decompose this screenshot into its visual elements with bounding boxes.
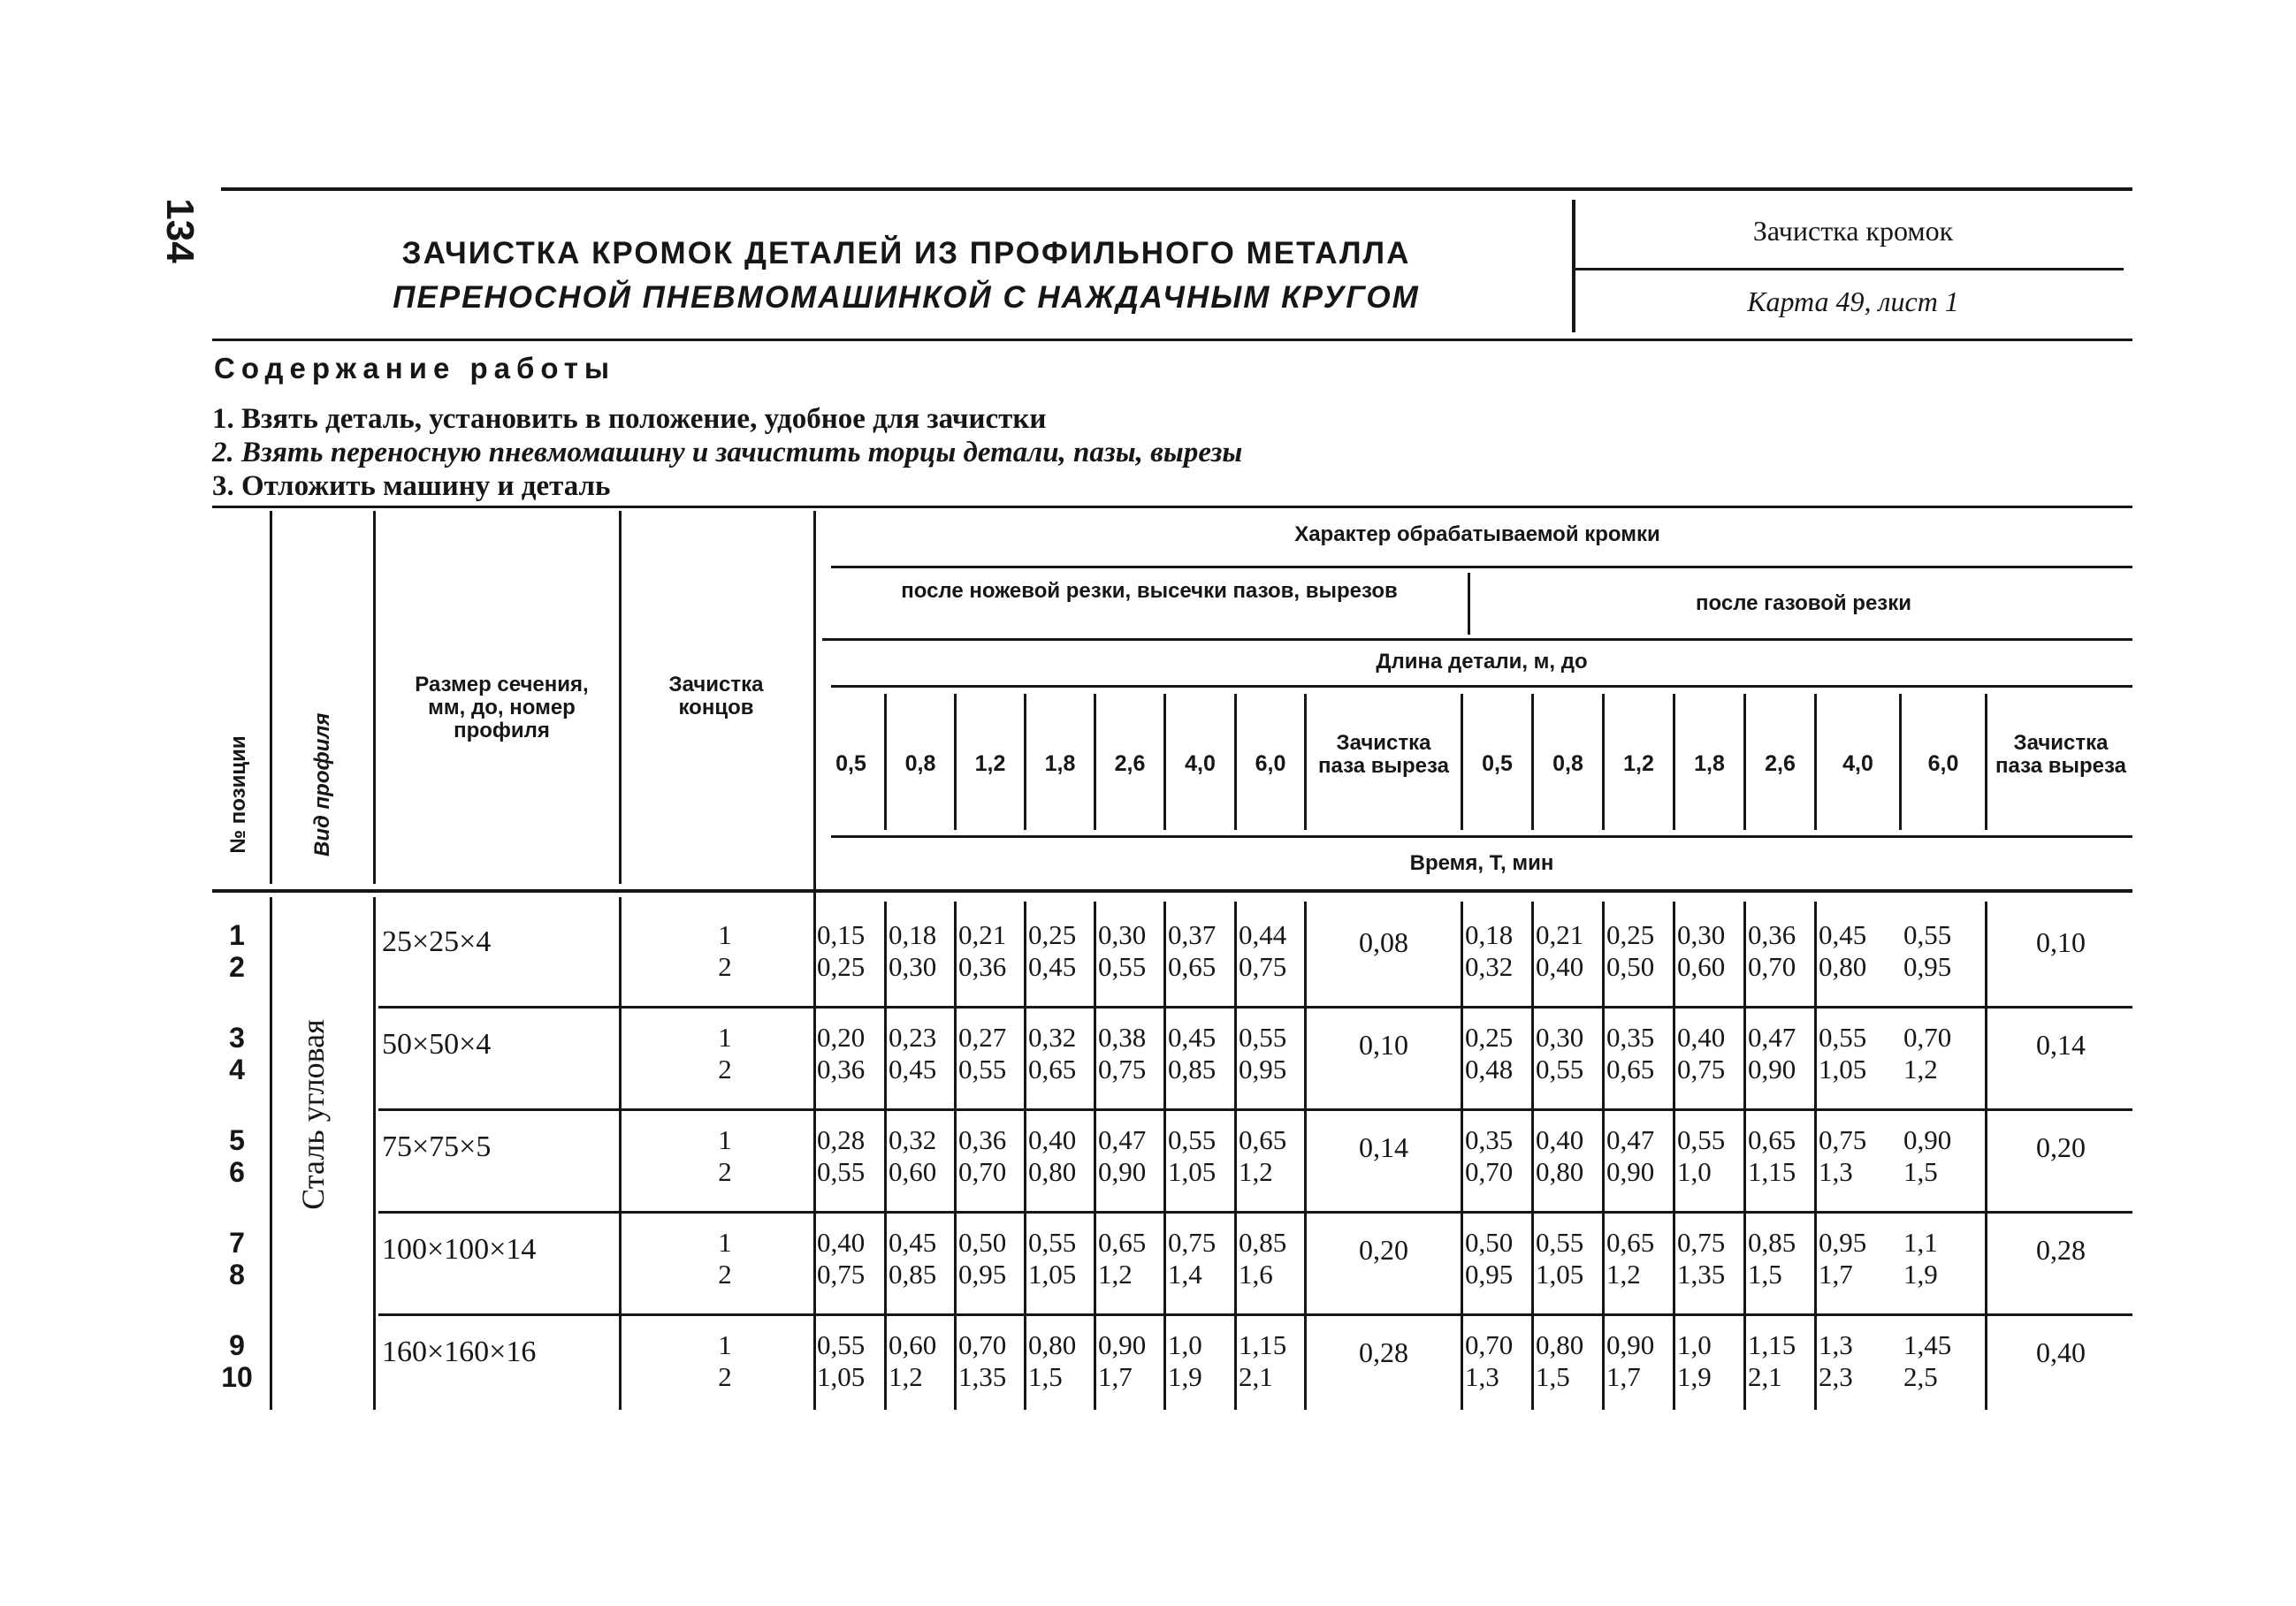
gas-slot-time: 0,14: [2036, 1029, 2086, 1061]
knife-time-value: 0,40: [1028, 1124, 1077, 1155]
section-size: 100×100×14: [382, 1233, 537, 1266]
knife-time-value: 0,36: [958, 951, 1007, 982]
length-col-knife: 1,8: [1044, 751, 1076, 776]
top-rule: [221, 187, 2132, 191]
col-divider: [270, 897, 272, 1410]
title-box-divider: [1572, 200, 1575, 332]
gas-time-value: 0,95: [1819, 1227, 1867, 1258]
gas-time-value: 0,65: [1606, 1227, 1655, 1258]
length-header: Длина детали, м, до: [1376, 650, 1588, 674]
knife-time-value: 0,85: [1168, 1054, 1217, 1085]
knife-time-value: 0,75: [1239, 951, 1287, 982]
knife-slot-time: 0,28: [1359, 1336, 1408, 1368]
gas-time-value: 0,65: [1606, 1054, 1655, 1085]
ends-count: 2: [718, 1054, 732, 1085]
col-divider: [619, 897, 622, 1410]
knife-time-value: 0,55: [817, 1329, 866, 1360]
knife-time-value: 0,28: [817, 1124, 866, 1155]
knife-slot-time: 0,08: [1359, 926, 1408, 958]
subcol-divider: [1985, 694, 1987, 830]
gas-time-value: 1,0: [1677, 1156, 1712, 1187]
time-header: Время, Т, мин: [1409, 851, 1554, 875]
position-number: 2: [229, 951, 245, 983]
group-header-knife: после ножевой резки, высечки пазов, вырезов: [901, 579, 1398, 603]
gas-time-value: 0,70: [1465, 1329, 1514, 1360]
row-rule: [378, 1211, 2132, 1214]
knife-time-value: 0,47: [1098, 1124, 1147, 1155]
card-label: Карта 49, лист 1: [1747, 285, 1959, 317]
title-line-2: ПЕРЕНОСНОЙ ПНЕВМОМАШИНКОЙ С НАЖДАЧНЫМ КРУГОМ: [393, 280, 1420, 315]
knife-time-value: 0,70: [958, 1156, 1007, 1187]
col-divider: [373, 897, 376, 1410]
gas-time-value: 0,25: [1606, 919, 1655, 950]
header-rule: [831, 685, 2132, 688]
ends-count: 2: [718, 951, 732, 982]
page-number: 134: [158, 198, 202, 263]
knife-time-value: 1,05: [817, 1361, 866, 1392]
profile-name: Сталь угловая: [295, 1019, 331, 1210]
knife-time-value: 0,70: [958, 1329, 1007, 1360]
gas-time-value: 0,70: [1903, 1022, 1952, 1053]
gas-time-value: 2,5: [1903, 1361, 1938, 1392]
knife-time-value: 0,55: [817, 1156, 866, 1187]
table-top-rule: [212, 506, 2132, 508]
length-col-gas: 6,0: [1927, 751, 1959, 776]
gas-time-value: 0,30: [1677, 919, 1726, 950]
knife-time-value: 0,21: [958, 919, 1007, 950]
length-col-gas: 1,2: [1623, 751, 1654, 776]
position-number: 1: [229, 919, 245, 951]
knife-time-value: 0,65: [1239, 1124, 1287, 1155]
gas-time-value: 1,3: [1819, 1329, 1853, 1360]
col-header-ends: Зачистка концов: [668, 673, 764, 719]
knife-time-value: 1,5: [1028, 1361, 1063, 1392]
knife-time-value: 0,90: [1098, 1329, 1147, 1360]
gas-time-value: 0,45: [1819, 919, 1867, 950]
knife-time-value: 0,75: [817, 1259, 866, 1290]
knife-time-value: 0,60: [889, 1156, 937, 1187]
col-divider: [373, 511, 376, 884]
body-divider: [1461, 902, 1463, 1410]
ends-count: 1: [718, 1329, 732, 1360]
knife-slot-time: 0,14: [1359, 1131, 1408, 1163]
gas-time-value: 1,1: [1903, 1227, 1938, 1258]
knife-time-value: 0,50: [958, 1227, 1007, 1258]
title-bottom-rule: [212, 339, 2132, 341]
gas-time-value: 0,32: [1465, 951, 1514, 982]
gas-time-value: 0,90: [1903, 1124, 1952, 1155]
gas-time-value: 2,3: [1819, 1361, 1853, 1392]
gas-time-value: 1,5: [1903, 1156, 1938, 1187]
header-rule: [822, 638, 2132, 641]
knife-time-value: 2,1: [1239, 1361, 1273, 1392]
length-col-gas: 0,8: [1552, 751, 1583, 776]
col-header-position: № позиции: [226, 735, 250, 854]
gas-time-value: 0,85: [1748, 1227, 1796, 1258]
section-size: 50×50×4: [382, 1028, 492, 1061]
gas-time-value: 0,65: [1748, 1124, 1796, 1155]
gas-time-value: 0,35: [1606, 1022, 1655, 1053]
knife-time-value: 1,05: [1028, 1259, 1077, 1290]
knife-time-value: 0,25: [817, 951, 866, 982]
gas-time-value: 0,25: [1465, 1022, 1514, 1053]
gas-slot-time: 0,40: [2036, 1336, 2086, 1368]
gas-time-value: 0,80: [1819, 951, 1867, 982]
ends-count: 2: [718, 1361, 732, 1392]
length-col-knife: 6,0: [1255, 751, 1286, 776]
knife-time-value: 0,95: [1239, 1054, 1287, 1085]
position-number: 5: [229, 1124, 245, 1156]
gas-time-value: 0,18: [1465, 919, 1514, 950]
knife-time-value: 0,55: [1239, 1022, 1287, 1053]
knife-time-value: 0,55: [1028, 1227, 1077, 1258]
knife-time-value: 0,95: [958, 1259, 1007, 1290]
knife-time-value: 0,85: [1239, 1227, 1287, 1258]
knife-time-value: 1,9: [1168, 1361, 1202, 1392]
gas-time-value: 0,90: [1606, 1156, 1655, 1187]
knife-time-value: 0,40: [817, 1227, 866, 1258]
gas-time-value: 0,70: [1748, 951, 1796, 982]
col-divider: [619, 511, 622, 884]
knife-time-value: 1,2: [1098, 1259, 1133, 1290]
gas-time-value: 0,80: [1536, 1156, 1584, 1187]
ends-count: 1: [718, 1022, 732, 1053]
gas-time-value: 0,21: [1536, 919, 1584, 950]
gas-time-value: 0,60: [1677, 951, 1726, 982]
section-size: 25×25×4: [382, 925, 492, 958]
length-col-gas: 1,8: [1694, 751, 1725, 776]
gas-time-value: 0,40: [1677, 1022, 1726, 1053]
gas-time-value: 1,9: [1903, 1259, 1938, 1290]
knife-time-value: 1,0: [1168, 1329, 1202, 1360]
knife-time-value: 0,27: [958, 1022, 1007, 1053]
col-header-profile: Вид профиля: [310, 712, 334, 856]
gas-time-value: 0,40: [1536, 951, 1584, 982]
position-number: 3: [229, 1022, 245, 1054]
knife-time-value: 0,80: [1028, 1156, 1077, 1187]
position-number: 8: [229, 1259, 245, 1290]
gas-time-value: 1,35: [1677, 1259, 1726, 1290]
gas-time-value: 0,50: [1465, 1227, 1514, 1258]
gas-time-value: 1,15: [1748, 1156, 1796, 1187]
ends-count: 2: [718, 1259, 732, 1290]
knife-time-value: 0,25: [1028, 919, 1077, 950]
work-steps: [212, 402, 1242, 503]
gas-time-value: 1,7: [1606, 1361, 1641, 1392]
knife-time-value: 0,15: [817, 919, 866, 950]
gas-time-value: 0,90: [1606, 1329, 1655, 1360]
knife-time-value: 0,32: [1028, 1022, 1077, 1053]
section-size: 75×75×5: [382, 1130, 492, 1163]
gas-time-value: 1,05: [1536, 1259, 1584, 1290]
gas-time-value: 1,5: [1536, 1361, 1570, 1392]
knife-time-value: 0,60: [889, 1329, 937, 1360]
gas-time-value: 0,48: [1465, 1054, 1514, 1085]
knife-time-value: 1,4: [1168, 1259, 1202, 1290]
row-rule: [378, 1313, 2132, 1316]
gas-time-value: 0,47: [1748, 1022, 1796, 1053]
gas-slot-time: 0,20: [2036, 1131, 2086, 1163]
knife-time-value: 0,45: [889, 1227, 937, 1258]
gas-time-value: 1,5: [1748, 1259, 1782, 1290]
title-line-1: ЗАЧИСТКА КРОМОК ДЕТАЛЕЙ ИЗ ПРОФИЛЬНОГО МЕТАЛЛА: [401, 236, 1411, 270]
knife-time-value: 0,55: [958, 1054, 1007, 1085]
gas-time-value: 0,55: [1677, 1124, 1726, 1155]
knife-time-value: 0,65: [1028, 1054, 1077, 1085]
knife-time-value: 0,45: [889, 1054, 937, 1085]
row-rule: [378, 1108, 2132, 1111]
knife-time-value: 0,23: [889, 1022, 937, 1053]
knife-time-value: 0,85: [889, 1259, 937, 1290]
gas-time-value: 0,75: [1819, 1124, 1867, 1155]
gas-time-value: 1,2: [1903, 1054, 1938, 1085]
gas-slot-time: 0,28: [2036, 1234, 2086, 1266]
gas-time-value: 0,80: [1536, 1329, 1584, 1360]
gas-time-value: 1,3: [1819, 1156, 1853, 1187]
col-header-size: Размер сечения, мм, до, номер профиля: [415, 673, 589, 742]
slot-header-gas: Зачистка паза выреза: [1995, 731, 2126, 778]
col-divider: [270, 511, 272, 884]
gas-slot-time: 0,10: [2036, 926, 2086, 958]
gas-time-value: 0,50: [1606, 951, 1655, 982]
length-col-knife: 1,2: [974, 751, 1006, 776]
gas-time-value: 1,0: [1677, 1329, 1712, 1360]
work-step: 3. Отложить машину и деталь: [212, 470, 611, 502]
knife-time-value: 0,32: [889, 1124, 937, 1155]
header-rule: [831, 566, 2132, 568]
knife-time-value: 0,75: [1098, 1054, 1147, 1085]
knife-time-value: 1,05: [1168, 1156, 1217, 1187]
ends-count: 2: [718, 1156, 732, 1187]
title-box-rule: [1575, 268, 2124, 270]
group-header-gas: после газовой резки: [1696, 591, 1911, 615]
gas-time-value: 0,55: [1536, 1227, 1584, 1258]
knife-time-value: 0,20: [817, 1022, 866, 1053]
knife-time-value: 0,55: [1168, 1124, 1217, 1155]
knife-time-value: 0,36: [958, 1124, 1007, 1155]
gas-time-value: 1,05: [1819, 1054, 1867, 1085]
knife-time-value: 0,45: [1168, 1022, 1217, 1053]
ends-count: 1: [718, 1227, 732, 1258]
header-rule: [831, 835, 2132, 838]
gas-time-value: 0,55: [1903, 919, 1952, 950]
gas-time-value: 0,47: [1606, 1124, 1655, 1155]
document-title: [265, 232, 1547, 320]
knife-time-value: 0,75: [1168, 1227, 1217, 1258]
gas-time-value: 0,75: [1677, 1227, 1726, 1258]
knife-time-value: 0,80: [1028, 1329, 1077, 1360]
gas-time-value: 0,90: [1748, 1054, 1796, 1085]
knife-time-value: 0,90: [1098, 1156, 1147, 1187]
length-col-gas: 4,0: [1842, 751, 1873, 776]
gas-time-value: 1,3: [1465, 1361, 1499, 1392]
length-col-knife: 0,8: [904, 751, 936, 776]
length-col-gas: 0,5: [1482, 751, 1513, 776]
knife-time-value: 0,36: [817, 1054, 866, 1085]
gas-time-value: 0,30: [1536, 1022, 1584, 1053]
gas-time-value: 0,36: [1748, 919, 1796, 950]
knife-time-value: 1,2: [889, 1361, 923, 1392]
gas-time-value: 0,75: [1677, 1054, 1726, 1085]
row-rule: [378, 1006, 2132, 1009]
edge-character-header: Характер обрабатываемой кромки: [1294, 522, 1660, 546]
knife-time-value: 0,38: [1098, 1022, 1147, 1053]
ends-count: 1: [718, 919, 732, 950]
position-number: 6: [229, 1156, 245, 1188]
slot-header-knife: Зачистка паза выреза: [1318, 731, 1449, 778]
knife-time-value: 1,35: [958, 1361, 1007, 1392]
knife-time-value: 1,7: [1098, 1361, 1133, 1392]
knife-time-value: 0,30: [1098, 919, 1147, 950]
gas-time-value: 0,55: [1536, 1054, 1584, 1085]
knife-time-value: 0,65: [1168, 951, 1217, 982]
knife-slot-time: 0,20: [1359, 1234, 1408, 1266]
knife-time-value: 0,30: [889, 951, 937, 982]
gas-time-value: 0,70: [1465, 1156, 1514, 1187]
knife-time-value: 1,15: [1239, 1329, 1287, 1360]
gas-time-value: 2,1: [1748, 1361, 1782, 1392]
work-step: 1. Взять деталь, установить в положение, удобное для зачистки: [212, 403, 1047, 435]
category-label: Зачистка кромок: [1752, 215, 1954, 247]
knife-time-value: 0,18: [889, 919, 937, 950]
gas-time-value: 0,35: [1465, 1124, 1514, 1155]
gas-time-value: 1,15: [1748, 1329, 1796, 1360]
knife-time-value: 0,55: [1098, 951, 1147, 982]
gas-time-value: 1,45: [1903, 1329, 1952, 1360]
knife-time-value: 0,37: [1168, 919, 1217, 950]
knife-time-value: 1,2: [1239, 1156, 1273, 1187]
position-number: 10: [221, 1361, 253, 1393]
table-header-bottom-rule: [212, 889, 2132, 893]
gas-time-value: 1,9: [1677, 1361, 1712, 1392]
knife-time-value: 0,44: [1239, 919, 1287, 950]
position-number: 4: [229, 1054, 245, 1085]
position-number: 7: [229, 1227, 245, 1259]
knife-time-value: 0,45: [1028, 951, 1077, 982]
gas-time-value: 0,95: [1465, 1259, 1514, 1290]
gas-time-value: 1,2: [1606, 1259, 1641, 1290]
gas-time-value: 0,95: [1903, 951, 1952, 982]
gas-time-value: 0,55: [1819, 1022, 1867, 1053]
position-number: 9: [229, 1329, 245, 1361]
col-divider: [813, 511, 816, 1410]
gas-time-value: 1,7: [1819, 1259, 1853, 1290]
section-size: 160×160×16: [382, 1336, 537, 1368]
knife-time-value: 0,65: [1098, 1227, 1147, 1258]
length-col-knife: 0,5: [835, 751, 866, 776]
ends-count: 1: [718, 1124, 732, 1155]
work-heading: Содержание работы: [214, 352, 616, 384]
length-col-gas: 2,6: [1765, 751, 1796, 776]
work-step: 2. Взять переносную пневмомашину и зачистить торцы детали, пазы, вырезы: [212, 437, 1243, 468]
length-col-knife: 2,6: [1114, 751, 1146, 776]
knife-slot-time: 0,10: [1359, 1029, 1408, 1061]
subcol-divider: [1304, 694, 1307, 830]
length-col-knife: 4,0: [1185, 751, 1216, 776]
knife-time-value: 1,6: [1239, 1259, 1273, 1290]
gas-time-value: 0,40: [1536, 1124, 1584, 1155]
group-divider: [1468, 573, 1470, 635]
